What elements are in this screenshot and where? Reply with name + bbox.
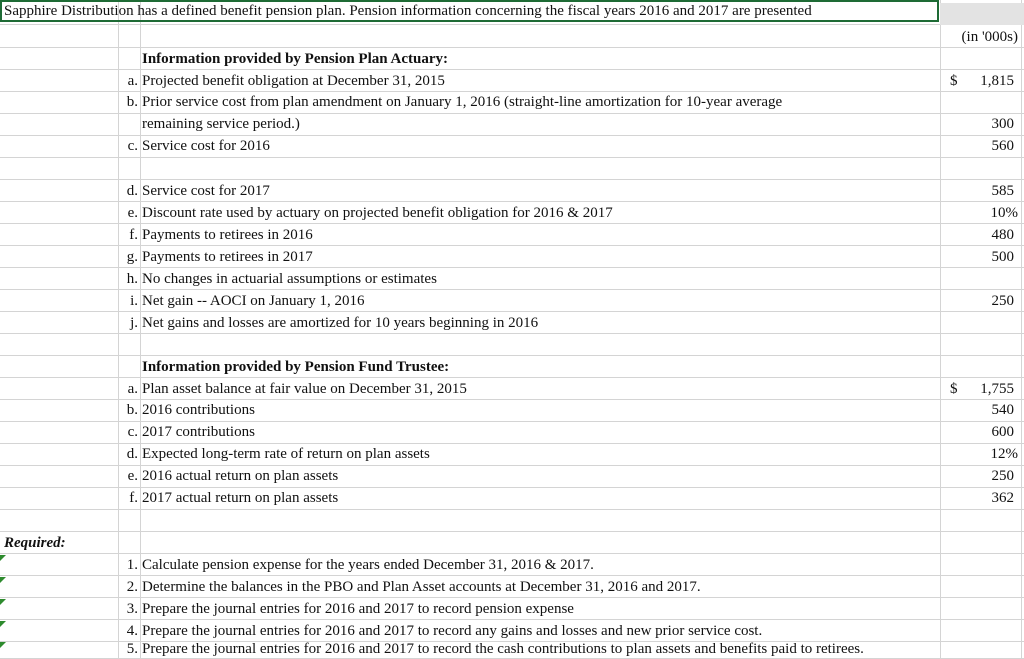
actuary-item-label: i. — [130, 293, 138, 309]
actuary-item-label: b. — [126, 94, 138, 110]
actuary-item-value: 1,815 — [980, 73, 1014, 89]
actuary-item-text: Net gains and losses are amortized for 10 years beginning in 2016 — [142, 315, 539, 331]
grid-row — [0, 158, 1024, 180]
actuary-item-label: j. — [130, 315, 138, 331]
required-item-label: 5. — [126, 641, 138, 657]
actuary-item-value: 560 — [991, 138, 1014, 154]
actuary-item-text: Discount rate used by actuary on projected benefit obligation for 2016 & 2017 — [142, 205, 613, 221]
required-header: Required: — [4, 535, 66, 551]
actuary-item-label: d. — [126, 183, 138, 199]
required-item-text: Determine the balances in the PBO and Plan Asset accounts at December 31, 2016 and 2017. — [142, 579, 701, 595]
trustee-header: Information provided by Pension Fund Trustee: — [142, 359, 450, 375]
actuary-item-value: 585 — [991, 183, 1014, 199]
trustee-item-text: Plan asset balance at fair value on December 31, 2015 — [142, 381, 467, 397]
cell-comment-marker — [0, 621, 6, 627]
actuary-item-text: Service cost for 2016 — [142, 138, 270, 154]
grid-row — [0, 25, 1024, 48]
trustee-item-label: e. — [127, 468, 138, 484]
currency-symbol: $ — [950, 381, 958, 397]
actuary-item-label: e. — [127, 205, 138, 221]
trustee-item-text: 2016 contributions — [142, 402, 255, 418]
required-item-label: 2. — [126, 579, 138, 595]
actuary-item-label: a. — [127, 73, 138, 89]
required-item-label: 1. — [126, 557, 138, 573]
actuary-item-label: c. — [127, 138, 138, 154]
actuary-item-value: 10% — [990, 205, 1018, 221]
cell-comment-marker — [0, 555, 6, 561]
trustee-item-value: 1,755 — [980, 381, 1014, 397]
actuary-item-value: 500 — [991, 249, 1014, 265]
trustee-item-label: c. — [127, 424, 138, 440]
actuary-item-value: 250 — [991, 293, 1014, 309]
trustee-item-value: 12% — [990, 446, 1018, 462]
trustee-item-label: f. — [129, 490, 138, 506]
actuary-item-label: f. — [129, 227, 138, 243]
cell-comment-marker — [0, 577, 6, 583]
trustee-item-value: 600 — [991, 424, 1014, 440]
actuary-item-text: Prior service cost from plan amendment on January 1, 2016 (straight-line amortization for 10-year average — [142, 94, 783, 110]
trustee-item-label: a. — [127, 381, 138, 397]
actuary-header: Information provided by Pension Plan Actuary: — [142, 51, 448, 67]
actuary-item-label: g. — [126, 249, 138, 265]
actuary-item-value: 300 — [991, 116, 1014, 132]
actuary-item-text: Projected benefit obligation at December 31, 2015 — [142, 73, 445, 89]
actuary-item-text: Net gain -- AOCI on January 1, 2016 — [142, 293, 365, 309]
cell-comment-marker — [0, 642, 6, 648]
title-text: Sapphire Distribution has a defined benefit pension plan. Pension information concerning the fiscal years 2016 and 2017 are presented — [4, 3, 812, 19]
trustee-item-text: Expected long-term rate of return on plan assets — [142, 446, 430, 462]
actuary-item-value: 480 — [991, 227, 1014, 243]
actuary-item-text: Payments to retirees in 2016 — [142, 227, 313, 243]
required-item-label: 3. — [126, 601, 138, 617]
trustee-item-text: 2017 actual return on plan assets — [142, 490, 339, 506]
shaded-cell — [940, 3, 1024, 25]
cell-comment-marker — [0, 599, 6, 605]
grid-row — [0, 510, 1024, 532]
grid-row — [0, 334, 1024, 356]
trustee-item-label: d. — [126, 446, 138, 462]
trustee-item-label: b. — [126, 402, 138, 418]
trustee-item-text: 2016 actual return on plan assets — [142, 468, 339, 484]
trustee-item-value: 540 — [991, 402, 1014, 418]
trustee-item-value: 250 — [991, 468, 1014, 484]
required-item-label: 4. — [126, 623, 138, 639]
required-item-text: Prepare the journal entries for 2016 and 2017 to record pension expense — [142, 601, 574, 617]
units-label: (in '000s) — [961, 29, 1018, 45]
actuary-item-text: Service cost for 2017 — [142, 183, 270, 199]
grid-row — [0, 532, 1024, 554]
actuary-item-text: remaining service period.) — [142, 116, 300, 132]
trustee-item-value: 362 — [991, 490, 1014, 506]
required-item-text: Prepare the journal entries for 2016 and 2017 to record any gains and losses and new prior service cost. — [142, 623, 763, 639]
required-item-text: Prepare the journal entries for 2016 and 2017 to record the cash contributions to plan assets and benefits paid to retirees. — [142, 641, 864, 657]
trustee-item-text: 2017 contributions — [142, 424, 255, 440]
currency-symbol: $ — [950, 73, 958, 89]
actuary-item-text: Payments to retirees in 2017 — [142, 249, 313, 265]
actuary-item-label: h. — [126, 271, 138, 287]
required-item-text: Calculate pension expense for the years ended December 31, 2016 & 2017. — [142, 557, 594, 573]
actuary-item-text: No changes in actuarial assumptions or estimates — [142, 271, 437, 287]
